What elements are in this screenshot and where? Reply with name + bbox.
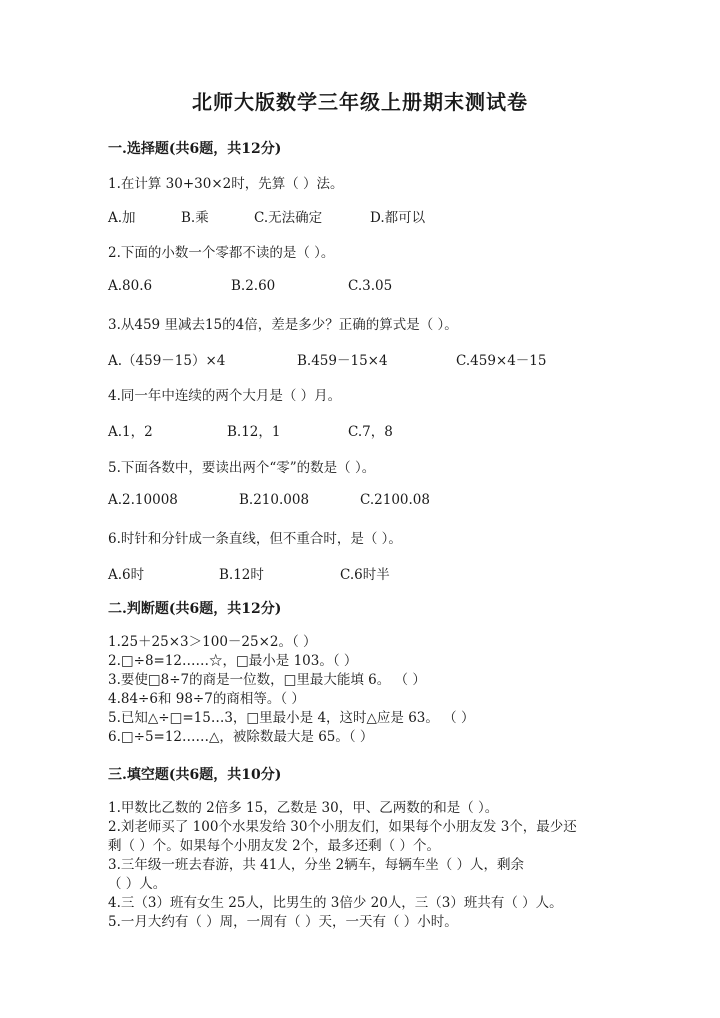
fill-line: 1.甲数比乙数的 2倍多 15，乙数是 30，甲、乙两数的和是（ ）。 [108,800,499,816]
question-text: 5.下面各数中，要读出两个“零”的数是（ ）。 [108,460,376,476]
fill-line: 5.一月大约有（ ）周，一周有（ ）天，一天有（ ）小时。 [108,914,458,930]
page-title: 北师大版数学三年级上册期末测试卷 [192,90,528,114]
option: C.3.05 [348,278,393,294]
option: C.无法确定 [254,210,323,226]
option: B.459－15×4 [297,353,388,369]
option: B.12时 [219,567,264,583]
option: C.6时半 [340,567,390,583]
option: C.2100.08 [360,492,430,508]
option: B.2.60 [231,278,276,294]
option-row [108,563,628,583]
option-row [108,349,628,369]
option-row [108,206,628,226]
option: A.1，2 [108,424,153,440]
option: A.6时 [108,567,145,583]
option: B.210.008 [239,492,310,508]
option: B.12，1 [227,424,281,440]
fill-line: （ ）人。 [108,876,167,892]
question-text: 6.时针和分针成一条直线，但不重合时，是（ ）。 [108,531,402,547]
option: C.7，8 [348,424,393,440]
question-text: 4.同一年中连续的两个大月是（ ）月。 [108,388,342,404]
option-row [108,278,628,298]
judge-item: 6.□÷5=12……△，被除数最大是 65。（ ） [108,729,374,745]
judge-item: 3.要使□8÷7的商是一位数，□里最大能填 6。 （ ） [108,672,426,688]
option: A.加 [108,210,136,226]
option: D.都可以 [370,210,426,226]
section-heading-judge: 二.判断题(共6题，共12分) [108,601,282,617]
judge-item: 1.25＋25×3＞100－25×2。（ ） [108,634,317,650]
option-row [108,420,628,440]
fill-line: 2.刘老师买了 100个水果发给 30个小朋友们，如果每个小朋友发 3个，最少还 [108,819,577,835]
option: A.（459－15）×4 [108,353,226,369]
judge-item: 5.已知△÷□=15…3，□里最小是 4，这时△应是 63。 （ ） [108,710,475,726]
question-text: 2.下面的小数一个零都不读的是（ ）。 [108,245,335,261]
question-text: 3.从459 里减去15的4倍，差是多少？正确的算式是（ ）。 [108,317,458,333]
option: A.80.6 [108,278,153,294]
judge-item: 4.84÷6和 98÷7的商相等。（ ） [108,691,305,707]
fill-line: 剩（ ）个。如果每个小朋友发 2个，最多还剩（ ）个。 [108,838,440,854]
section-heading-fill: 三.填空题(共6题，共10分) [108,767,282,783]
section-heading-choice: 一.选择题(共6题，共12分) [108,141,282,157]
option: A.2.10008 [108,492,178,508]
question-text: 1.在计算 30+30×2时，先算（ ）法。 [108,176,344,192]
fill-line: 4.三（3）班有女生 25人，比男生的 3倍少 20人，三（3）班共有（ ）人。 [108,895,563,911]
option: C.459×4－15 [456,353,547,369]
option-row [108,492,628,512]
fill-line: 3.三年级一班去春游，共 41人，分坐 2辆车，每辆车坐（ ）人，剩余 [108,857,525,873]
option: B.乘 [181,210,209,226]
judge-item: 2.□÷8=12……☆，□最小是 103。（ ） [108,653,358,669]
